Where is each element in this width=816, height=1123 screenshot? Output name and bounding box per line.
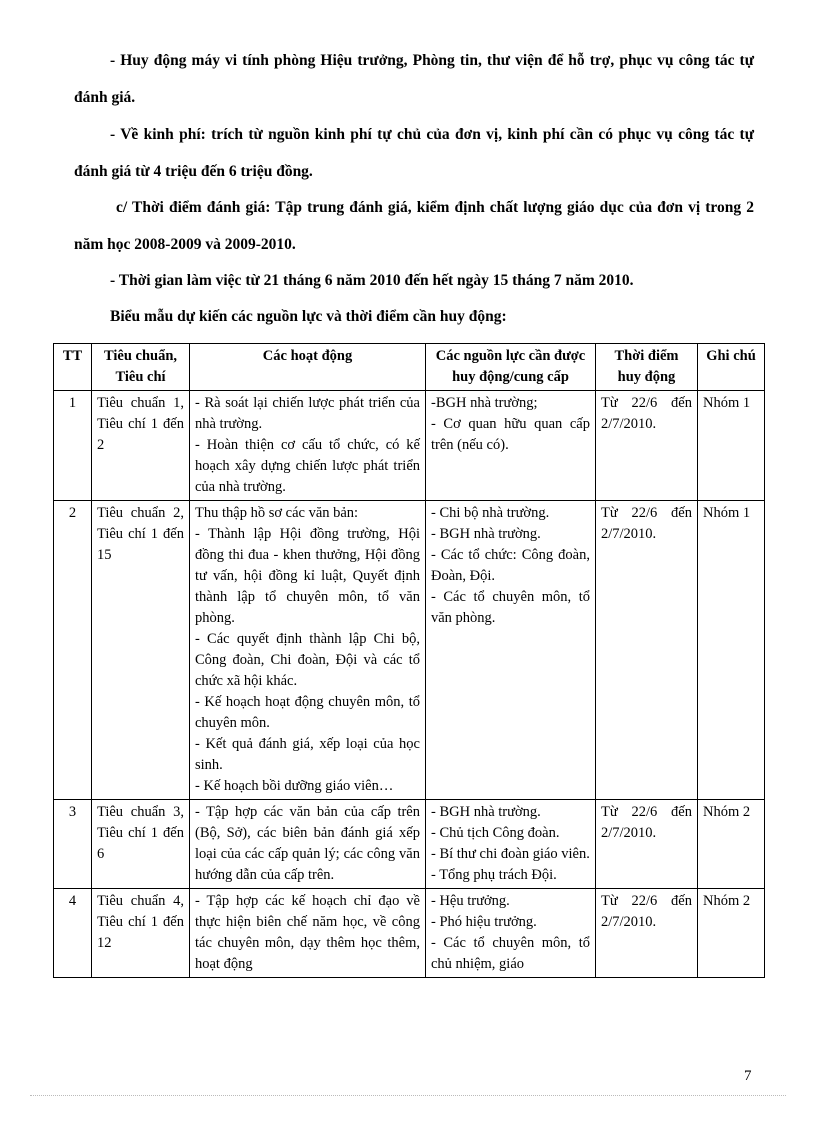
cell-time: Từ 22/6 đến 2/7/2010. — [596, 800, 698, 889]
table-row — [54, 501, 765, 800]
cell-criteria: Tiêu chuẩn 3, Tiêu chí 1 đến 6 — [92, 800, 190, 889]
cell-activities: Thu thập hồ sơ các văn bản: - Thành lập Hội đồng trường, Hội đồng thi đua - khen thưởng, Hội đồng tư vấn, hội đồng kỉ luật, Quyết định thành lập tổ chuyên môn, tổ văn phòng. - Các quyết định thành lập Chi bộ, Công đoàn, Chi đoàn, Đội và các tổ chức xã hội khác. - Kế hoạch hoạt động chuyên môn, tổ chuyên môn. - Kết quả đánh giá, xếp loại của học sinh. - Kế hoạch bồi dưỡng giáo viên… — [190, 501, 426, 800]
paragraph-computers: - Huy động máy vi tính phòng Hiệu trưởng, Phòng tin, thư viện để hỗ trợ, phục vụ công tác tự đánh giá. — [74, 52, 754, 106]
footer-divider — [30, 1095, 786, 1096]
cell-activities: - Tập hợp các văn bản của cấp trên (Bộ, Sở), các biên bản đánh giá xếp loại của các cấp quản lý; các công văn hướng dẫn của cấp trên. — [190, 800, 426, 889]
cell-resources: - BGH nhà trường. - Chủ tịch Công đoàn. - Bí thư chi đoàn giáo viên. - Tổng phụ trách Đội. — [426, 800, 596, 889]
paragraph-budget: - Về kinh phí: trích từ nguồn kinh phí tự chủ của đơn vị, kinh phí cần có phục vụ công tác tự đánh giá từ 4 triệu đến 6 triệu đồng. — [74, 126, 754, 180]
table-header-row — [54, 344, 765, 391]
cell-note: Nhóm 2 — [698, 800, 765, 889]
table-row — [54, 391, 765, 501]
header-criteria: Tiêu chuẩn, Tiêu chí — [92, 344, 190, 391]
header-tt: TT — [54, 344, 92, 391]
paragraph-evaluation-time: c/ Thời điểm đánh giá: Tập trung đánh giá, kiểm định chất lượng giáo dục của đơn vị trong 2 năm học 2008-2009 và 2009-2010. — [74, 199, 754, 253]
cell-activities: - Rà soát lại chiến lược phát triển của nhà trường. - Hoàn thiện cơ cấu tổ chức, có kế hoạch xây dựng chiến lược phát triển của nhà trường. — [190, 391, 426, 501]
header-note: Ghi chú — [698, 344, 765, 391]
cell-resources: - Hệu trưởng. - Phó hiệu trưởng. - Các tổ chuyên môn, tổ chủ nhiệm, giáo — [426, 889, 596, 978]
page-number: 7 — [744, 1068, 752, 1084]
header-time: Thời điểm huy động — [596, 344, 698, 391]
cell-tt: 3 — [54, 800, 92, 889]
cell-resources: - Chi bộ nhà trường. - BGH nhà trường. - Các tổ chức: Công đoàn, Đoàn, Đội. - Các tổ chuyên môn, tổ văn phòng. — [426, 501, 596, 800]
table-row — [54, 889, 765, 978]
cell-activities: - Tập hợp các kế hoạch chỉ đạo về thực hiện biên chế năm học, về công tác chuyên môn, dạy thêm học thêm, hoạt động — [190, 889, 426, 978]
cell-time: Từ 22/6 đến 2/7/2010. — [596, 391, 698, 501]
cell-tt: 2 — [54, 501, 92, 800]
cell-criteria: Tiêu chuẩn 1, Tiêu chí 1 đến 2 — [92, 391, 190, 501]
cell-note: Nhóm 1 — [698, 391, 765, 501]
cell-criteria: Tiêu chuẩn 2, Tiêu chí 1 đến 15 — [92, 501, 190, 800]
header-resources: Các nguồn lực cần được huy động/cung cấp — [426, 344, 596, 391]
cell-tt: 1 — [54, 391, 92, 501]
cell-time: Từ 22/6 đến 2/7/2010. — [596, 501, 698, 800]
table-row — [54, 800, 765, 889]
cell-note: Nhóm 2 — [698, 889, 765, 978]
resources-table — [53, 343, 765, 978]
table-title: Biểu mẫu dự kiến các nguồn lực và thời điểm cần huy động: — [110, 308, 507, 325]
cell-tt: 4 — [54, 889, 92, 978]
header-activities: Các hoạt động — [190, 344, 426, 391]
cell-criteria: Tiêu chuẩn 4, Tiêu chí 1 đến 12 — [92, 889, 190, 978]
cell-note: Nhóm 1 — [698, 501, 765, 800]
cell-time: Từ 22/6 đến 2/7/2010. — [596, 889, 698, 978]
paragraph-working-time: - Thời gian làm việc từ 21 tháng 6 năm 2010 đến hết ngày 15 tháng 7 năm 2010. — [110, 272, 634, 289]
cell-resources: -BGH nhà trường; - Cơ quan hữu quan cấp trên (nếu có). — [426, 391, 596, 501]
